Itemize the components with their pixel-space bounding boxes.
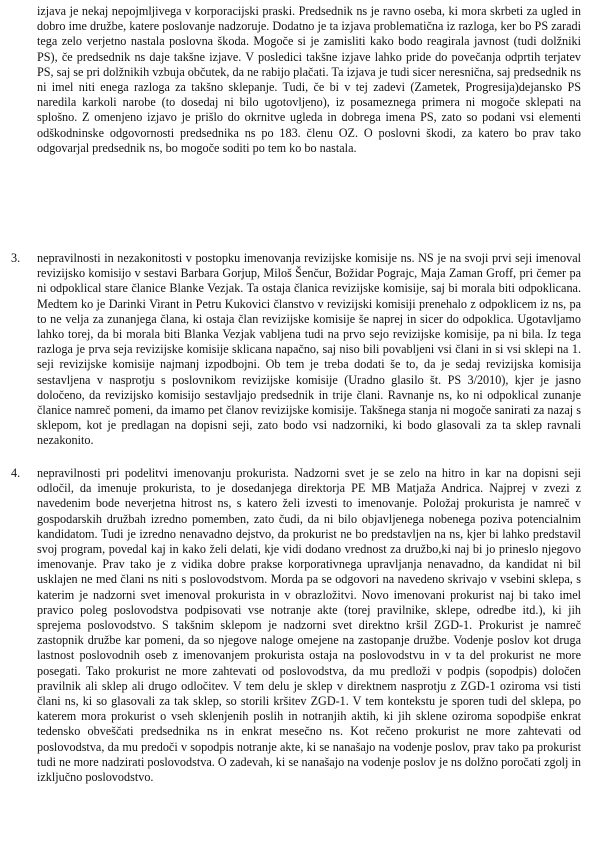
list-item-number: 4. xyxy=(11,466,21,480)
continuation-paragraph: izjava je nekaj nepojmljivega v korporacijski praski. Predsednik ns je ravno oseba, ki mora skrbeti za ugled in dobro ime družbe, katere poslovanje nadzoruje. Dodatno je ta izjava problematična iz razloga, ker bo PS zaradi tega zelo verjetno nastala poslovna škoda. Mogoče si je zamisliti kako bodo reagirala javnost (tudi dolžniki PS), če predsednik ns daje takšne izjave. V posledici takšne izjave lahko pride do povečanja odprtih terjatev PS, saj se pri dolžnikih vzbuja občutek, da ne rabijo plačati. Ta izjava je tudi sicer neresnična, saj predsednik ns ni imel niti enega razloga za takšno sklepanje. Tudi, če bi v tej zadevi (Zametek, Progresija)dejansko PS naredila karkoli narobe (to dosedaj ni bilo ugotovljeno), iz posameznega primera ni mogoče sklepati na splošno. Z omenjeno izjavo je prišlo do okrnitve ugleda in dobrega imena PS, zato so podani vsi elementi odškodninske odgovornosti predsednika ns po 183. členu OZ. O poslovni škodi, za katero bo prav tako odgovarjal predsednik ns, bo mogoče soditi po tem ko bo nastala. xyxy=(37,4,581,155)
list-item-text: nepravilnosti pri podelitvi imenovanju prokurista. Nadzorni svet je se zelo na hitro in kar na dopisni seji odločil, da imenuje prokurista, to je dosedanjega direktorja PE MB Matjaža Andrica. Najprej v zvezi z navedenim bode neverjetna hitrost ns, s katero želi izvesti to imenovanje. Položaj prokurista je namreč v gospodarskih družbah izredno pomemben, zato čudi, da ni bilo objavljenega nobenega poziva potencialnim kandidatom. Tudi je izredno nenavadno dejstvo, da prokurist ne bo predstavljen na ns, kjer bi lahko predstavil svoj program, povedal kaj in kako želi delati, kje vidi dodano vrednost za družbo,ki naj bi jo prineslo njegovo imenovanje. Prav tako je z vidika dobre prakse korporativnega upravljanja nenavadno, da kandidat ni bil usklajen ne med člani ns niti s poslovodstvom. Morda pa se odgovori na navedeno skrivajo v vsebini sklepa, s katerim je nadzorni svet imenoval prokurista in v obrazložitvi. Novo imenovani prokurist naj bi tako imel pravico poleg poslovodstva podpisovati vse notranje akte (torej pravilnike, sklepe, odredbe itd.), ki jih sprejema poslovodstvo. S takšnim sklepom je nadzorni svet direktno kršil ZGD-1. Prokurist je namreč zastopnik družbe kar pomeni, da so njegove naloge omejene na zastopanje družbe. Vodenje poslov kot druga lastnost poslovodnih oseb z imenovanjem prokurista ostaja na poslovodstvu in v ta del prokurist ne more posegati. Tako prokurist ne more zahtevati od poslovodstva, da mu predloži v podpis (sopodpis) določen pravilnik ali sklep ali drugo odločitev. V tem delu je sklep v direktnem nasprotju z ZGD-1 oziroma vsi tisti člani ns, ki so glasovali za tak sklep, so storili kršitev ZGD-1. V tem kontekstu je sporen tudi del sklepa, po katerem mora prokurist o vseh sklenjenih poslih in notranjih aktih, ki jih sklene oziroma sopodpiše enkrat tedensko obveščati predsednika ns in enkrat mesečno ns. Kot rečeno prokurist ne more zahtevati od poslovodstva, da mu predoči v sopodpis notranje akte, ki se nanašajo na vodenje poslov, prav tako pa prokurist tudi ne more nadzirati poslovodstva. O zadevah, ki se nanašajo na vodenje poslov je ns dolžno poročati zgolj in izključno poslovodstvo. xyxy=(37,466,581,785)
list-item-number: 3. xyxy=(11,251,21,265)
list-item-text: nepravilnosti in nezakonitosti v postopku imenovanja revizijske komisije ns. NS je na svoji prvi seji imenoval revizijsko komisijo v sestavi Barbara Gorjup, Miloš Šenčur, Božidar Pograjc, Maja Zaman Groff, pri čemer pa ni odpoklical stare članice Blanke Vezjak. Ta ostaja članica revizijske komisije, saj bi morala biti odpoklicana. Medtem ko je Darinki Virant in Petru Kukovici članstvo v revizijski komisiji prenehalo z odpoklicem iz ns, pa to ne velja za zunanjega člana, ki ostaja član revizijske komisije še naprej in sicer do odpoklica. Ugotavljamo lahko torej, da bi morala biti Blanka Vezjak vabljena tudi na prvo sejo revizijske komisije, pa ni bila. Iz tega razloga je prva seja revizijske komisije sklicana napačno, saj niso bili povabljeni vsi člani in si vsi sklepi na 1. seji revizijske komisije najmanj izpodbojni. Ob tem je treba dodati še to, da je sedaj revizijska komisija sestavljena v nasprotju s poslovnikom revizijske komisije (Uradno glasilo št. PS 3/2010), kjer je jasno določeno, da revizijsko komisijo sestavljajo predsednik in trije člani. Ravnanje ns, ko ni odpoklical zunanje članice namreč pomeni, da imamo pet članov revizijske komisije. Takšnega stanja ni mogoče sanirati za nazaj s sklepom, kot je predlagan na dopisni seji, zato bodo vsi nadzorniki, ki bodo glasovali za ta sklep ravnali nezakonito. xyxy=(37,251,581,448)
